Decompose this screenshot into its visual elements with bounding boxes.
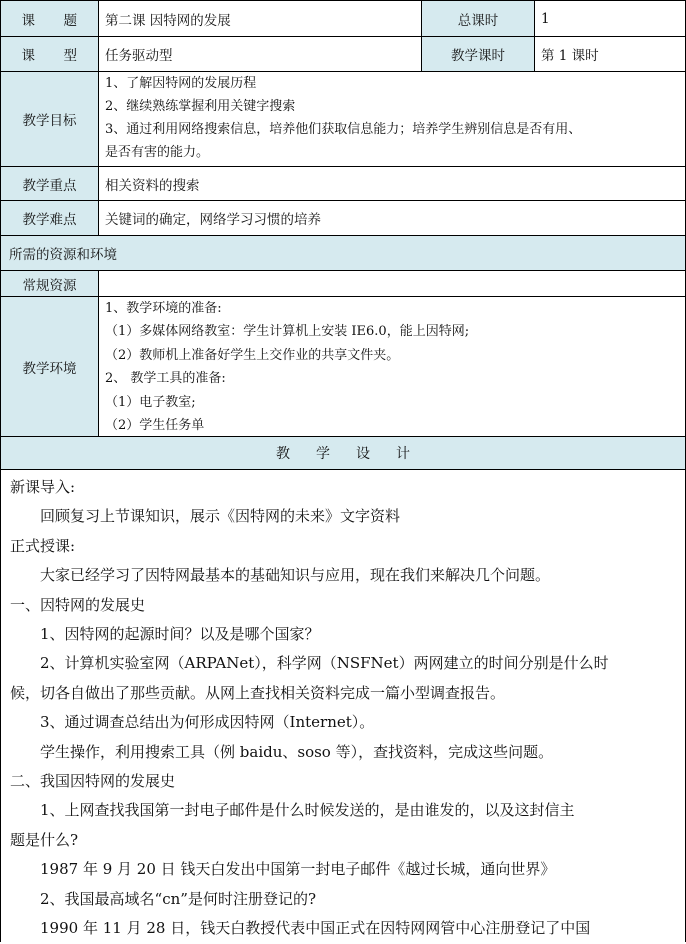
body-line: 3、通过调查总结出为何形成因特网（Internet）。	[40, 713, 375, 732]
key-point-value: 相关资料的搜索	[98, 166, 686, 201]
resources-env-heading: 所需的资源和环境	[0, 235, 686, 271]
body-line: 正式授课:	[10, 536, 76, 555]
topic-label	[0, 0, 99, 37]
section-heading: 二、我国因特网的发展史	[10, 772, 176, 791]
goal-line: 1、了解因特网的发展历程	[105, 76, 257, 91]
body-line: 1、上网查找我国第一封电子邮件是什么时候发送的，是由谁发的，以及这封信主	[40, 801, 575, 820]
goals-label: 教学目标	[0, 71, 99, 167]
environment-line: （1）多媒体网络教室：学生计算机上安装 IE6.0，能上因特网;	[105, 324, 470, 340]
difficulty-value: 关键词的确定，网络学习习惯的培养	[98, 200, 686, 236]
design-content	[0, 469, 686, 942]
body-line: 2、计算机实验室网（ARPANet），科学网（NSFNet）两网建立的时间分别是什么时	[40, 654, 609, 673]
body-line: 1990 年 11 月 28 日，钱天白教授代表中国正式在因特网网管中心注册登记了中国	[40, 919, 591, 938]
body-line: 学生操作，利用搜索工具（例 baidu、soso 等），查找资料，完成这些问题。	[40, 742, 554, 761]
design-heading	[0, 436, 686, 470]
environment-line: （2）学生任务单	[105, 418, 205, 434]
section-heading: 一、因特网的发展史	[10, 595, 146, 614]
body-line: 题是什么?	[10, 830, 79, 849]
goal-line: 3、通过利用网络搜索信息，培养他们获取信息能力；培养学生辨别信息是否有用、	[105, 122, 582, 137]
environment-label: 教学环境	[0, 296, 99, 437]
topic-value: 第二课 因特网的发展	[98, 0, 422, 37]
period-label: 教学课时	[421, 36, 535, 72]
total-hours-value: 1	[534, 0, 686, 37]
body-line: 新课导入:	[10, 478, 76, 496]
environment-line: 1、教学环境的准备:	[105, 301, 222, 316]
design-heading-text: 教学设计	[276, 446, 436, 462]
regular-resources-value	[98, 270, 686, 297]
goals-content	[98, 71, 686, 167]
difficulty-label: 教学难点	[0, 200, 99, 236]
environment-line: （1）电子教室;	[105, 394, 196, 410]
body-line: 候，切各自做出了那些贡献。从网上查找相关资料完成一篇小型调查报告。	[10, 683, 506, 702]
total-hours-label: 总课时	[421, 0, 535, 37]
environment-line: （2）教师机上准备好学生上交作业的共享文件夹。	[105, 347, 400, 363]
regular-resources-label: 常规资源	[0, 270, 99, 297]
body-line: 大家已经学习了因特网最基本的基础知识与应用，现在我们来解决几个问题。	[40, 566, 551, 585]
type-label-text: 课 型	[21, 48, 78, 64]
goal-line: 是否有害的能力。	[105, 145, 210, 160]
type-label	[0, 36, 99, 72]
goal-line: 2、继续熟练掌握利用关键字搜索	[105, 99, 296, 114]
body-line: 2、我国最高域名“cn”是何时注册登记的?	[40, 889, 316, 908]
environment-line: 2、 教学工具的准备:	[105, 371, 226, 387]
key-point-label: 教学重点	[0, 166, 99, 201]
body-line: 1987 年 9 月 20 日 钱天白发出中国第一封电子邮件《越过长城，通向世界》	[40, 860, 556, 879]
type-value: 任务驱动型	[98, 36, 422, 72]
environment-content	[98, 296, 686, 437]
period-value: 第 1 课时	[534, 36, 686, 72]
topic-label-text: 课 题	[21, 12, 78, 29]
body-line: 1、因特网的起源时间？以及是哪个国家？	[40, 625, 320, 644]
body-line: 回顾复习上节课知识，展示《因特网的未来》文字资料	[40, 507, 401, 526]
